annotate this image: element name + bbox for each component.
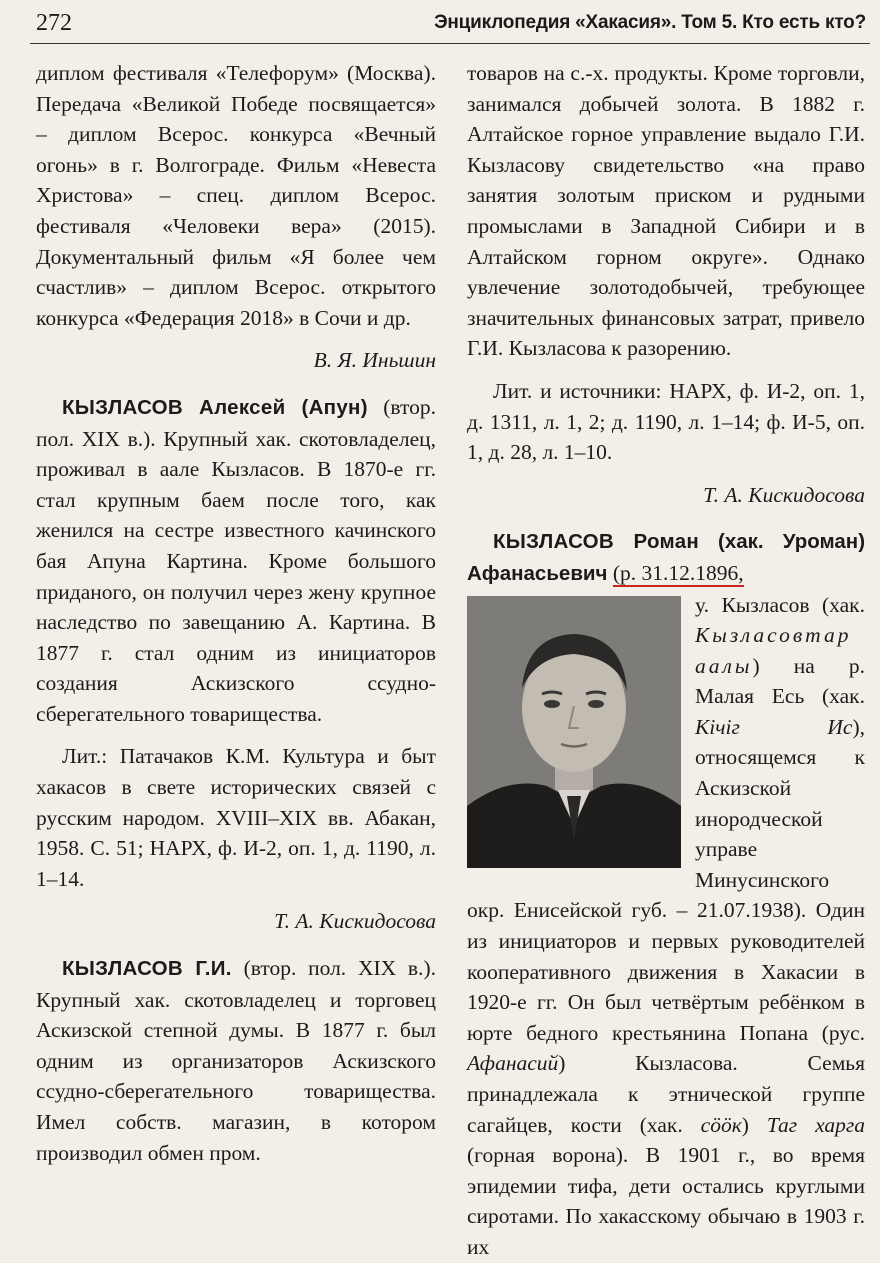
text-part: (горная ворона). В 1901 г., во время эпидемии тифа, дети остались круглыми сиротами. По хакасскому обычаю в 1903 г. их: [467, 1143, 865, 1259]
header-rule: [30, 43, 870, 44]
headword: КЫЗЛАСОВ Алексей (Апун): [62, 395, 368, 419]
italic-text: Таг харга: [766, 1112, 865, 1137]
entry-roman: [467, 526, 865, 589]
page-number: 272: [36, 10, 72, 36]
author-signature: Т. А. Кискидосова: [703, 482, 865, 507]
literature: Лит.: Патачаков К.М. Культура и быт хакасов в свете исторических связей с русским народом. XVIII–XIX вв. Абакан, 1958. С. 51; НАРХ, ф. И-2, оп. 1, д. 1190, л. 1–14.: [36, 744, 436, 891]
portrait-photo: [467, 596, 681, 868]
left-column: [36, 58, 436, 1168]
literature: Лит. и источники: НАРХ, ф. И-2, оп. 1, д. 1311, л. 1, 2; д. 1190, л. 1–14; ф. И-5, оп. 1, д. 28, л. 1–10.: [467, 378, 865, 465]
entry-alexey: [36, 392, 436, 730]
text-part: ), относящемся к Аскизской инородческой управе Минусинского окр. Енисейской губ. – 21.07.1938). Один из инициаторов и первых руководителей кооперативного движения в Хакасии в 1920-е гг. Он был четвёртым ребёнком в юрте бедного крестьянина Попана (рус.: [467, 714, 865, 1045]
italic-text: Кiчiг Ис: [695, 714, 853, 739]
headword: КЫЗЛАСОВ Г.И.: [62, 957, 232, 981]
headword-tail: (хак. Уроман) Афанасьевич: [467, 530, 866, 585]
author-signature: Т. А. Кискидосова: [274, 909, 436, 934]
birth-date-underlined: (р. 31.12.1896,: [612, 560, 744, 585]
italic-text: Кызласовтар аалы: [695, 623, 852, 678]
italic-text: Афанасий: [467, 1051, 559, 1076]
page-header: [0, 0, 880, 44]
continued-text: диплом фестиваля «Телефорум» (Москва). Передача «Великой Победе посвящается» – диплом Всерос. конкурса «Вечный огонь» в г. Волгограде. Фильм «Невеста Христова» – спец. диплом Всерос. фестиваля «Человеки вера» (2015). Документальный фильм «Я более чем счастлив» – диплом Всерос. открытого конкурса «Федерация 2018» в Сочи и др.: [36, 61, 436, 330]
text-part: ) на р. Малая Есь (хак.: [695, 653, 865, 709]
entry-text: (втор. пол. XIX в.). Крупный хак. скотовладелец и торговец Аскизской степной думы. В 1877 г. был одним из организаторов Аскизского ссудно-сберегательного товарищества. Имел собств. магазин, в котором производил обмен пром.: [36, 956, 436, 1165]
right-column: [467, 58, 865, 1263]
entry-text: у. Кызласов (хак. Кызласовтар аалы) на р. Малая Есь (хак. Кiчiг Ис), относящемся к Аскизской инородческой управе Минусинского окр. Енисейской губ. – 21.07.1938). Один из инициаторов и первых руководителей кооперативного движения в Хакасии в 1920-е гг. Он был четвёртым ребёнком в юрте бедного крестьянина Попана (рус. Афанасий) Кызласова. Семья принадлежала к этнической группе сагайцев, кости (хак. сööк) Таг харга (горная ворона). В 1901 г., во время эпидемии тифа, дети остались круглыми сиротами. По хакасскому обычаю в 1903 г. их: [467, 592, 865, 1259]
headword: КЫЗЛАСОВ Роман: [493, 530, 700, 554]
portrait-illustration: [467, 596, 681, 868]
continued-text: товаров на с.-х. продукты. Кроме торговли, занимался добычей золота. В 1882 г. Алтайское горное управление выдало Г.И. Кызласову свидетельство «на право занятия золотым приском и рудными промыслами в Западной Сибири и в Алтайском горном округе». Однако увлечение золотодобычей, требующее значительных финансовых затрат, привело Г.И. Кызласова к разорению.: [467, 61, 865, 361]
running-title: Энциклопедия «Хакасия». Том 5. Кто есть кто?: [434, 12, 866, 33]
author-signature: В. Я. Иньшин: [313, 348, 436, 373]
text-part: у. Кызласов (хак.: [695, 592, 865, 617]
entry-text: (втор. пол. XIX в.). Крупный хак. скотовладелец, проживал в аале Кызласов. В 1870-е гг. стал крупным баем после того, как женился на сестре известного качинского бая Апуна Картина. Кроме большого приданого, он получил через жену крупное наследство по завещанию А. Картина. В 1877 г. стал одним из инициаторов создания Аскизского ссудно-сберегательного товарищества.: [36, 394, 436, 726]
text-part: ) Кызласова. Семья принадлежала к этнической группе сагайцев, кости (хак.: [467, 1051, 865, 1137]
entry-gi: [36, 953, 436, 1168]
italic-text: сööк: [700, 1112, 742, 1137]
